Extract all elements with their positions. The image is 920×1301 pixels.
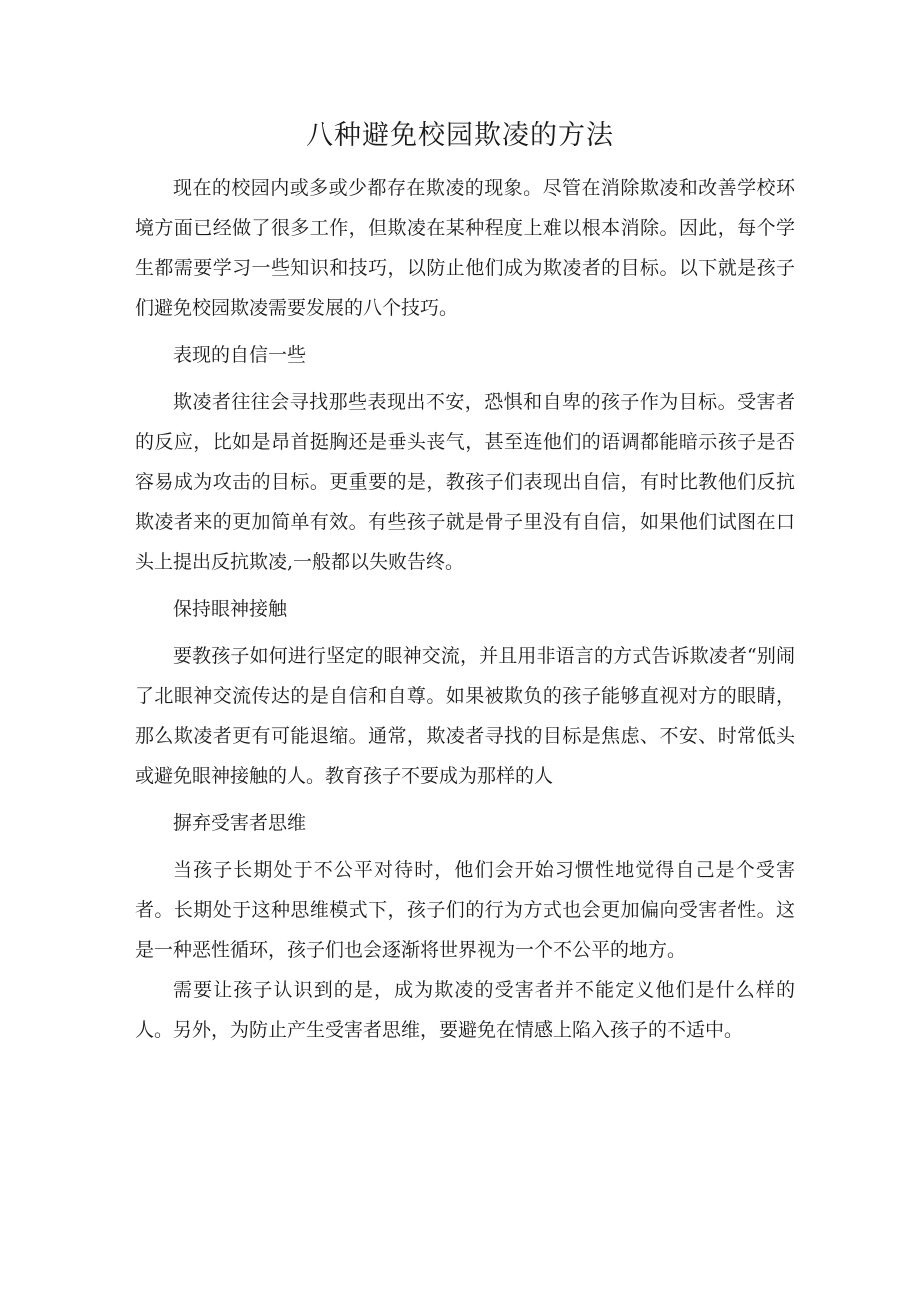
- paragraph-victim-mindset-1: 当孩子长期处于不公平对待时，他们会开始习惯性地觉得自己是个受害者。长期处于这种思维模式下，孩子们的行为方式也会更加偏向受害者性。这是一种恶性循环，孩子们也会逐渐将世界视为一个不公平的地方。: [135, 859, 795, 961]
- document-body: [135, 168, 795, 1050]
- section-heading-confidence: 表现的自信一些: [173, 344, 307, 366]
- section-heading-victim-mindset: 摒弃受害者思维: [173, 812, 307, 834]
- paragraph-eye-contact: 要教孩子如何进行坚定的眼神交流，并且用非语言的方式告诉欺凌者“别闹了北眼神交流传达的是自信和自尊。如果被欺负的孩子能够直视对方的眼睛，那么欺凌者更有可能退缩。通常，欺凌者寻找的目标是焦虑、不安、时常低头或避免眼神接触的人。教育孩子不要成为那样的人: [135, 645, 795, 787]
- paragraph-victim-mindset-2: 需要让孩子认识到的是，成为欺凌的受害者并不能定义他们是什么样的人。另外，为防止产生受害者思维，要避免在情感上陷入孩子的不适中。: [135, 979, 795, 1041]
- section-heading-eye-contact: 保持眼神接触: [173, 598, 288, 620]
- document-title: 八种避免校园欺凌的方法: [306, 120, 614, 151]
- paragraph-intro: 现在的校园内或多或少都存在欺凌的现象。尽管在消除欺凌和改善学校环境方面已经做了很多工作，但欺凌在某种程度上难以根本消除。因此，每个学生都需要学习一些知识和技巧，以防止他们成为欺凌者的目标。以下就是孩子们避免校园欺凌需要发展的八个技巧。: [135, 177, 795, 319]
- paragraph-confidence: 欺凌者往往会寻找那些表现出不安，恐惧和自卑的孩子作为目标。受害者的反应，比如是昂首挺胸还是垂头丧气，甚至连他们的语调都能暗示孩子是否容易成为攻击的目标。更重要的是，教孩子们表现出自信，有时比教他们反抗欺凌者来的更加简单有效。有些孩子就是骨子里没有自信，如果他们试图在口头上提出反抗欺凌,一般都以失败告终。: [135, 391, 795, 573]
